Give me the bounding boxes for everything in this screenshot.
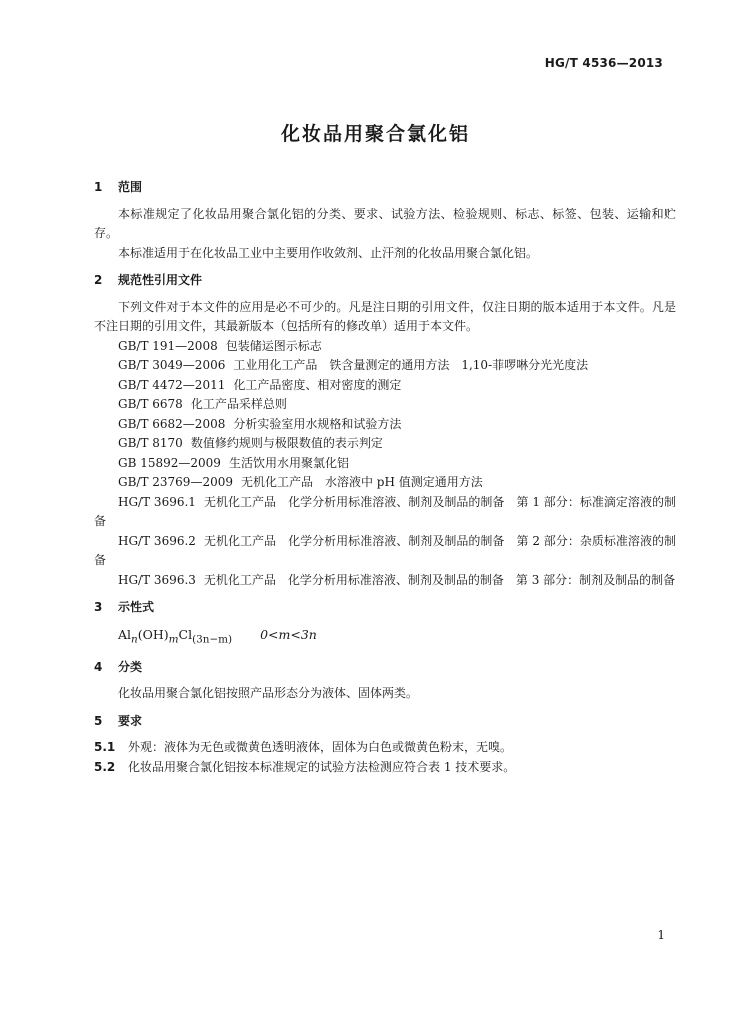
reference-code: GB/T 4472—2011 xyxy=(118,377,226,392)
reference-code: GB/T 6682—2008 xyxy=(118,416,226,431)
requirement-number: 5.1 xyxy=(94,740,116,754)
reference-title: 化工产品采样总则 xyxy=(190,397,287,411)
reference-title: 数值修约规则与极限数值的表示判定 xyxy=(190,436,383,450)
reference-item xyxy=(94,337,676,357)
reference-code: GB 15892—2009 xyxy=(118,455,221,470)
formula-al: Al xyxy=(118,626,132,642)
section-2-heading xyxy=(94,271,676,291)
reference-item xyxy=(94,571,676,591)
reference-item xyxy=(94,415,676,435)
paragraph: 化妆品用聚合氯化铝按照产品形态分为液体、固体两类。 xyxy=(118,686,419,700)
reference-item xyxy=(94,532,676,571)
paragraph: 本标准适用于在化妆品工业中主要用作收敛剂、止汗剂的化妆品用聚合氯化铝。 xyxy=(118,245,539,260)
section-title: 规范性引用文件 xyxy=(118,273,203,287)
reference-title: 工业用化工产品 铁含量测定的通用方法 1,10-菲啰啉分光光度法 xyxy=(233,358,589,372)
reference-code: GB/T 6678 xyxy=(118,397,183,411)
section-title: 要求 xyxy=(118,713,143,728)
reference-title: 包装储运图示标志 xyxy=(225,338,322,353)
reference-item xyxy=(94,473,676,493)
reference-code: GB/T 191—2008 xyxy=(118,338,218,353)
section-title: 范围 xyxy=(118,180,143,194)
section-1-heading xyxy=(94,178,676,198)
section-title: 示性式 xyxy=(118,600,155,614)
reference-code: HG/T 3696.3 xyxy=(118,572,196,587)
reference-item xyxy=(94,434,676,454)
section-number: 5 xyxy=(94,713,103,728)
reference-title: 化工产品密度、相对密度的测定 xyxy=(233,377,402,392)
requirement-text: 化妆品用聚合氯化铝按本标准规定的试验方法检测应符合表 1 技术要求。 xyxy=(128,759,516,774)
reference-code: GB/T 3049—2006 xyxy=(118,358,226,372)
section-5-heading xyxy=(94,712,676,732)
chemical-formula xyxy=(94,625,676,650)
reference-code: GB/T 23769—2009 xyxy=(118,475,233,489)
reference-title: 生活饮用水用聚氯化铝 xyxy=(228,455,349,470)
requirement-number: 5.2 xyxy=(94,759,116,774)
section-number: 4 xyxy=(94,659,103,674)
section-title: 分类 xyxy=(118,659,143,674)
page-number: 1 xyxy=(657,928,665,942)
formula-cl: Cl xyxy=(178,626,193,642)
reference-code: HG/T 3696.1 xyxy=(118,494,196,509)
standard-code: HG/T 4536—2013 xyxy=(544,56,663,70)
section-4-heading xyxy=(94,658,676,678)
requirement-text: 外观：液体为无色或微黄色透明液体，固体为白色或微黄色粉末，无嗅。 xyxy=(128,740,513,754)
reference-title: 无机化工产品 水溶液中 pH 值测定通用方法 xyxy=(240,475,483,489)
document-title: 化妆品用聚合氯化铝 xyxy=(280,123,470,145)
reference-item xyxy=(94,454,676,474)
section-number: 1 xyxy=(94,180,103,194)
reference-item xyxy=(94,356,676,376)
requirement-item xyxy=(94,738,676,758)
section-number: 3 xyxy=(94,600,103,614)
section-3-heading xyxy=(94,598,676,618)
formula-oh: (OH) xyxy=(137,626,169,642)
reference-title: 无机化工产品 化学分析用标准溶液、制剂及制品的制备 第 2 部分：杂质标准溶液的制备 xyxy=(94,533,676,567)
reference-item xyxy=(94,493,676,532)
formula-n: n xyxy=(131,633,138,645)
reference-code: GB/T 8170 xyxy=(118,436,183,450)
requirement-item xyxy=(94,758,676,778)
paragraph: 本标准规定了化妆品用聚合氯化铝的分类、要求、试验方法、检验规则、标志、标签、包装、运输和贮存。 xyxy=(94,206,676,240)
reference-item xyxy=(94,395,676,415)
formula-m: m xyxy=(168,633,179,645)
formula-cl-subscript: (3n−m) xyxy=(192,633,233,645)
reference-title: 分析实验室用水规格和试验方法 xyxy=(233,416,402,431)
reference-code: HG/T 3696.2 xyxy=(118,533,196,548)
section-number: 2 xyxy=(94,273,103,287)
reference-title: 无机化工产品 化学分析用标准溶液、制剂及制品的制备 第 1 部分：标准滴定溶液的制备 xyxy=(94,494,676,528)
reference-item xyxy=(94,376,676,396)
reference-title: 无机化工产品 化学分析用标准溶液、制剂及制品的制备 第 3 部分：制剂及制品的制备 xyxy=(203,572,676,587)
document-body xyxy=(94,178,676,777)
paragraph: 下列文件对于本文件的应用是必不可少的。凡是注日期的引用文件，仅注日期的版本适用于本文件。凡是不注日期的引用文件，其最新版本（包括所有的修改单）适用于本文件。 xyxy=(94,299,676,333)
formula-condition: 0<m<3n xyxy=(260,626,317,642)
